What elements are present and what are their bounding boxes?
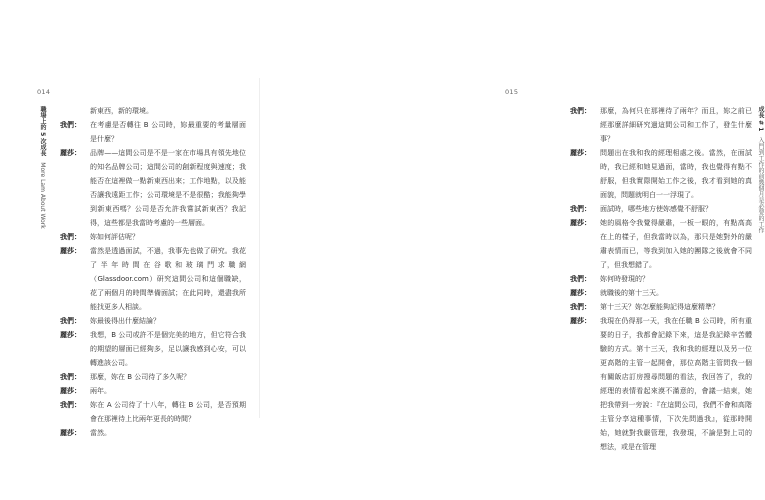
left-page-number: 014 [37, 88, 51, 96]
dialogue-line [570, 314, 752, 454]
dialogue-text: 妳最後得出什麼結論？ [90, 317, 160, 325]
speaker-label: 麗莎： [60, 331, 81, 339]
dialogue-line [60, 384, 246, 398]
dialogue-line [570, 300, 752, 314]
dialogue-line [60, 146, 246, 230]
dialogue-line [570, 104, 752, 146]
dialogue-text: 那麼，為何只在那裡待了兩年？而且，妳之前已經那麼詳細研究過這間公司和工作了，發生什麼事？ [600, 107, 752, 143]
dialogue-text: 當然。 [90, 429, 111, 437]
dialogue-line [60, 426, 246, 440]
left-running-head-subtitle: More Lam About Work [39, 162, 46, 229]
dialogue-text: 妳何時發現的？ [600, 275, 649, 283]
speaker-label: 我們： [570, 107, 591, 115]
right-running-head-chapter: 成長 # 1 [757, 106, 764, 132]
dialogue-text: 妳在 A 公司待了十八年，轉往 B 公司，是否預期會在那裡待上比兩年更長的時間？ [90, 401, 246, 423]
dialogue-text: 我現在仍得那一天，我在任職 B 公司時，所有重要的日子，我都會記錄下來，這是我記錄辛苦體驗的方式。第十三天，我和我的經理以及另一位更高階的主管一起開會，那位高階主管問我一個有關飯店訂房搜尋問題的看法，我回答了，我的經理的表情看起來漠不滿意的，會議一結束，她把我帶到一旁說：『在這間公司，我們不會和高階主管分享這種事情，下次先問過我』，從那時開始，她就對我嚴管理，我發現，不論是對上司的想法，或是在管理 [600, 317, 752, 451]
left-page-body [60, 104, 246, 440]
left-running-head-title: 職場上的 5 次成長 [39, 106, 46, 157]
right-page [260, 0, 764, 500]
dialogue-text: 兩年。 [90, 387, 111, 395]
right-page-body [570, 104, 752, 454]
speaker-label: 我們： [60, 317, 81, 325]
dialogue-line [570, 216, 752, 272]
dialogue-text: 我想，B 公司或許不是個完美的地方，但它符合我的期望的層面已經夠多，足以讓我感到心安，可以轉進該公司。 [90, 331, 246, 367]
dialogue-line [60, 244, 246, 314]
dialogue-line [60, 314, 246, 328]
dialogue-text: 當然是透過面試，不過，我事先也做了研究。我花了半年時間在谷歌和玻璃門求職網（Glassdoor.com）研究這間公司和這個職缺，花了兩個月的時間準備面試；在此同時，還盡我所能找更多人相談。 [90, 247, 246, 311]
dialogue-text: 在考慮是否轉往 B 公司時，妳最重要的考量層面是什麼？ [90, 121, 246, 143]
dialogue-line [60, 398, 246, 426]
dialogue-text: 就職後的第十三天。 [600, 289, 663, 297]
right-running-head-title: 入門到工作的前幾個月是必要的工作 [757, 137, 764, 234]
dialogue-text: 品牌——這間公司是不是一家在市場具有領先地位的知名品牌公司；這間公司的創新程度與速度；我能否在這裡做一點新東西出來；工作地點，以及能否讓我遠距工作；公司環境是不是很酷；我能夠學到新東西嗎？公司是否允許我嘗試新東西？我記得，這些都是我當時考慮的一些層面。 [90, 149, 246, 227]
speaker-label: 我們： [60, 373, 81, 381]
dialogue-text: 她的風格令我覺得嚴肅，一板一眼的，有點高高在上的樣子，但我當時以為，那只是她對外的嚴肅表情而已，等我到加入她的團隊之後就會不同了，但我想錯了。 [600, 219, 752, 269]
dialogue-line [60, 328, 246, 370]
dialogue-text: 妳如何評估呢？ [90, 233, 139, 241]
dialogue-line [60, 104, 246, 118]
dialogue-text: 面試時，哪些地方使妳感覺不舒服？ [600, 205, 712, 213]
speaker-label: 我們： [570, 275, 591, 283]
dialogue-text: 問題出在我和我的經理相處之後。當然，在面試時，我已經和她見過面，當時，我也覺得有點不舒服，但我實際開始工作之後，我才看到她的真面貌，問題就明白一一浮現了。 [600, 149, 752, 199]
speaker-label: 麗莎： [60, 247, 81, 255]
dialogue-line [570, 286, 752, 300]
speaker-label: 麗莎： [570, 317, 591, 325]
speaker-label: 我們： [60, 233, 81, 241]
left-page [0, 0, 260, 500]
dialogue-line [570, 146, 752, 202]
speaker-label: 我們： [60, 121, 81, 129]
dialogue-line [60, 118, 246, 146]
dialogue-line [60, 230, 246, 244]
speaker-label: 麗莎： [60, 387, 81, 395]
dialogue-text: 第十三天？妳怎麼能夠記得這麼精準？ [600, 303, 719, 311]
speaker-label: 麗莎： [60, 149, 81, 157]
dialogue-line [60, 370, 246, 384]
speaker-label: 我們： [570, 303, 591, 311]
dialogue-text: 新東西，新的環境。 [90, 107, 153, 115]
speaker-label: 麗莎： [570, 219, 591, 227]
speaker-label: 我們： [60, 401, 81, 409]
dialogue-text: 那麼，妳在 B 公司待了多久呢？ [90, 373, 191, 381]
speaker-label: 麗莎： [570, 289, 591, 297]
right-running-head [755, 106, 765, 233]
left-running-head [37, 106, 47, 229]
speaker-label: 我們： [570, 205, 591, 213]
dialogue-line [570, 202, 752, 216]
dialogue-line [570, 272, 752, 286]
right-page-number: 015 [505, 88, 519, 96]
speaker-label: 麗莎： [570, 149, 591, 157]
speaker-label: 麗莎： [60, 429, 81, 437]
